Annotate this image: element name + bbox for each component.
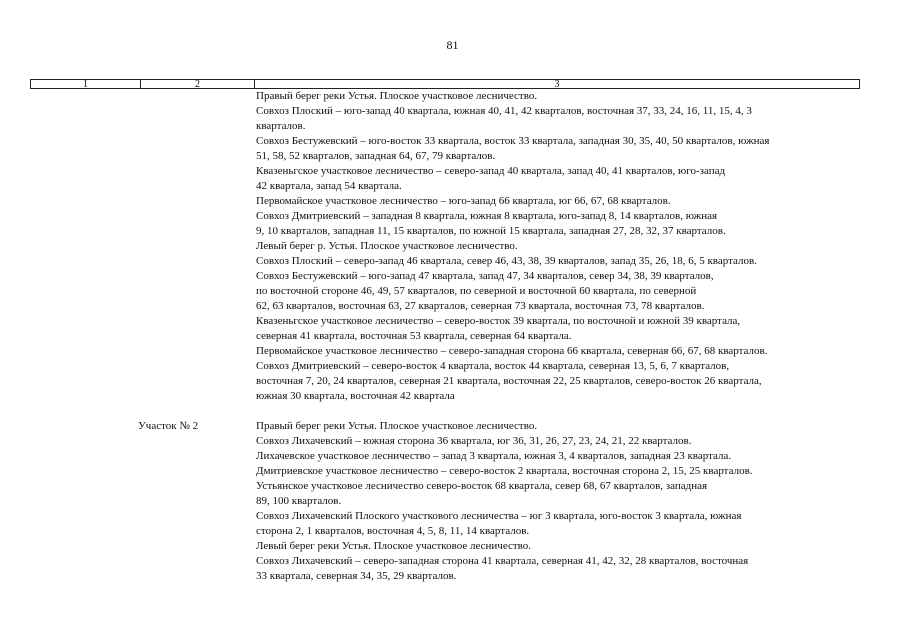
text-line: сторона 2, 1 кварталов, восточная 4, 5, 8, 11, 14 кварталов.: [256, 525, 530, 537]
text-line: Совхоз Бестужевский – юго-запад 47 квартала, запад 47, 34 кварталов, север 34, 38, 39 кварталов,: [256, 270, 714, 282]
text-line: Совхоз Лихачевский Плоского участкового лесничества – юг 3 квартала, юго-восток 3 квартала, южная: [256, 510, 742, 522]
text-line: Совхоз Бестужевский – юго-восток 33 квартала, восток 33 квартала, западная 30, 35, 40, 50 кварталов, южная: [256, 135, 770, 147]
text-line: Совхоз Лихачевский – южная сторона 36 квартала, юг 36, 31, 26, 27, 23, 24, 21, 22 кварталов.: [256, 435, 692, 447]
text-line: 89, 100 кварталов.: [256, 495, 342, 507]
text-line: 9, 10 кварталов, западная 11, 15 кварталов, по южной 15 квартала, западная 27, 28, 32, 37 кварталов.: [256, 225, 726, 237]
text-line: Правый берег реки Устья. Плоское участковое лесничество.: [256, 90, 538, 102]
text-line: Первомайское участковое лесничество – северо-западная сторона 66 квартала, северная 66, 67, 68 кварталов.: [256, 345, 768, 357]
text-line: Лихачевское участковое лесничество – запад 3 квартала, южная 3, 4 кварталов, западная 23 квартала.: [256, 450, 732, 462]
text-line: Первомайское участковое лесничество – юго-запад 66 квартала, юг 66, 67, 68 кварталов.: [256, 195, 671, 207]
text-line: Совхоз Лихачевский – северо-западная сторона 41 квартала, северная 41, 42, 32, 28 кварталов, восточная: [256, 555, 749, 567]
text-line: Квазеньгское участковое лесничество – северо-запад 40 квартала, запад 40, 41 кварталов, юго-запад: [256, 165, 726, 177]
text-line: Дмитриевское участковое лесничество – северо-восток 2 квартала, восточная сторона 2, 15, 25 кварталов.: [256, 465, 753, 477]
text-line: 51, 58, 52 кварталов, западная 64, 67, 79 кварталов.: [256, 150, 496, 162]
section-2-text: [256, 419, 861, 584]
table-header-col-2: 2: [141, 80, 255, 88]
text-line: кварталов.: [256, 120, 306, 132]
text-line: 42 квартала, запад 54 квартала.: [256, 180, 402, 192]
table-header-row: [30, 79, 860, 89]
text-line: Правый берег реки Устья. Плоское участковое лесничество.: [256, 420, 538, 432]
table-header-col-3: 3: [554, 79, 560, 90]
section-1-text: [256, 89, 861, 404]
text-line: Квазеньгское участковое лесничество – северо-восток 39 квартала, по восточной и южной 39 квартала,: [256, 315, 741, 327]
text-line: восточная 7, 20, 24 кварталов, северная 21 квартала, восточная 22, 25 кварталов, северо-восток 26 квартала,: [256, 375, 762, 387]
text-line: южная 30 квартала, восточная 42 квартала: [256, 390, 455, 402]
text-line: по восточной стороне 46, 49, 57 кварталов, по северной и восточной 60 квартала, по северной: [256, 285, 697, 297]
text-line: Левый берег р. Устья. Плоское участковое лесничество.: [256, 240, 518, 252]
table-header-col-1: 1: [31, 80, 141, 88]
text-line: 33 квартала, северная 34, 35, 29 кварталов.: [256, 570, 457, 582]
text-line: Совхоз Дмитриевский – северо-восток 4 квартала, восток 44 квартала, северная 13, 5, 6, 7 кварталов,: [256, 360, 730, 372]
text-line: Устьянское участковое лесничество северо-восток 68 квартала, север 68, 67 кварталов, западная: [256, 480, 708, 492]
text-line: Совхоз Дмитриевский – западная 8 квартала, южная 8 квартала, юго-запад 8, 14 кварталов, южная: [256, 210, 718, 222]
section-2-label: Участок № 2: [138, 420, 199, 432]
text-line: Совхоз Плоский – юго-запад 40 квартала, южная 40, 41, 42 кварталов, восточная 37, 33, 24, 16, 11, 15, 4, 3: [256, 105, 752, 117]
text-line: северная 41 квартала, восточная 53 квартала, северная 64 квартала.: [256, 330, 572, 342]
text-line: 62, 63 кварталов, восточная 63, 27 кварталов, северная 73 квартала, восточная 73, 78 кварталов.: [256, 300, 705, 312]
text-line: Совхоз Плоский – северо-запад 46 квартала, север 46, 43, 38, 39 кварталов, запад 35, 26, 18, 6, 5 кварталов.: [256, 255, 757, 267]
text-line: Левый берег реки Устья. Плоское участковое лесничество.: [256, 540, 532, 552]
page-number: 81: [446, 38, 459, 52]
